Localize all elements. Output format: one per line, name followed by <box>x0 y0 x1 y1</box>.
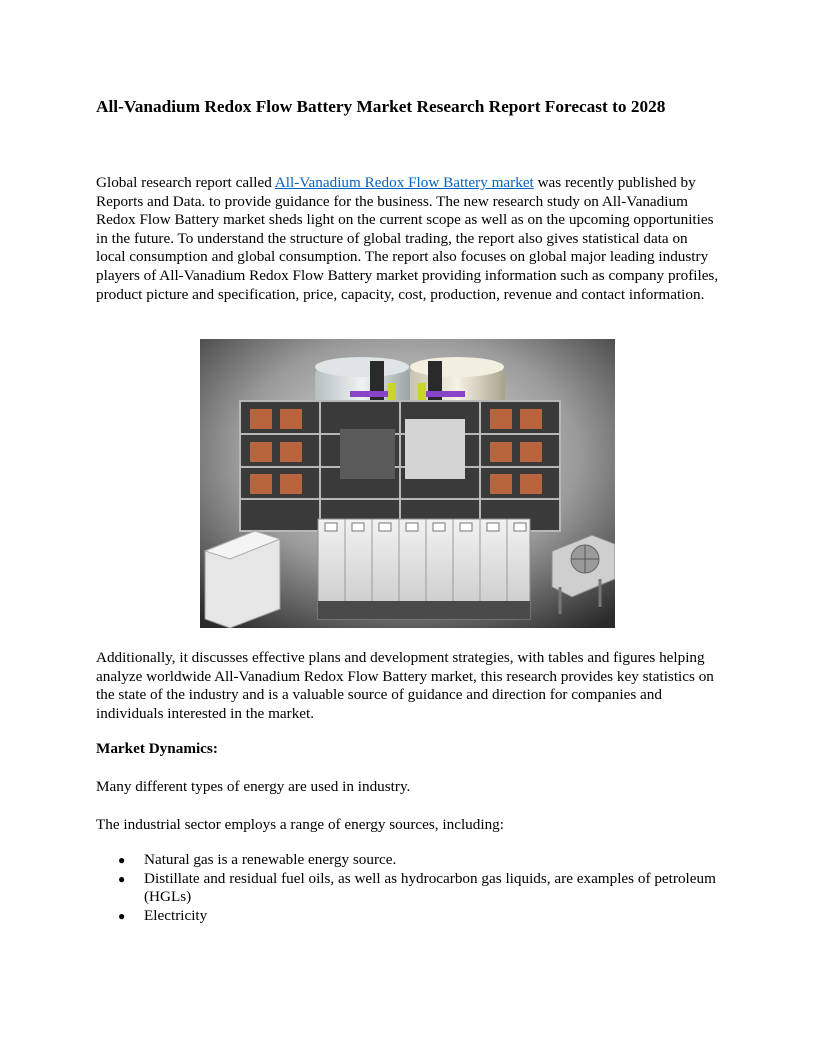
list-item <box>96 851 720 870</box>
list-item-text: Natural gas is a renewable energy source. <box>144 851 397 868</box>
intro-text-after-link: was recently published by Reports and Data. to provide guidance for the business. The new research study on All-Vanadium Redox Flow Battery market sheds light on the current scope as well as on the upcoming opportunities in the future. To understand the structure of global trading, the report also gives statistical data on local consumption and global consumption. The report also focuses on global major leading industry players of All-Vanadium Redox Flow Battery market providing information such as company profiles, product picture and specification, price, capacity, cost, production, revenue and contact information. <box>96 174 719 303</box>
list-item-text: Distillate and residual fuel oils, as well as hydrocarbon gas liquids, are examples of petroleum (HGLs) <box>144 869 716 906</box>
list-item <box>96 907 720 926</box>
battery-system-image <box>200 339 615 628</box>
page-title: All-Vanadium Redox Flow Battery Market Research Report Forecast to 2028 <box>96 97 666 116</box>
bullet-icon: ● <box>118 908 126 923</box>
energy-types-paragraph: Many different types of energy are used in industry. <box>96 778 411 795</box>
bullet-icon: ● <box>118 871 126 886</box>
intro-paragraph <box>96 174 720 304</box>
analysis-paragraph: Additionally, it discusses effective plans and development strategies, with tables and figures helping analyze worldwide All-Vanadium Redox Flow Battery market, this research provides key statistics on the state of the industry and is a valuable source of guidance and direction for companies and individuals interested in the market. <box>96 649 714 722</box>
intro-text-before-link: Global research report called <box>96 174 275 191</box>
section-heading-market-dynamics: Market Dynamics: <box>96 740 218 757</box>
energy-sources-list <box>96 851 720 925</box>
market-report-link[interactable]: All-Vanadium Redox Flow Battery market <box>274 174 534 191</box>
energy-sources-intro: The industrial sector employs a range of energy sources, including: <box>96 816 504 833</box>
bullet-icon: ● <box>118 853 126 867</box>
flow-battery-system-illustration-icon <box>200 339 615 628</box>
list-item-text: Electricity <box>144 906 208 924</box>
list-item <box>96 870 720 907</box>
